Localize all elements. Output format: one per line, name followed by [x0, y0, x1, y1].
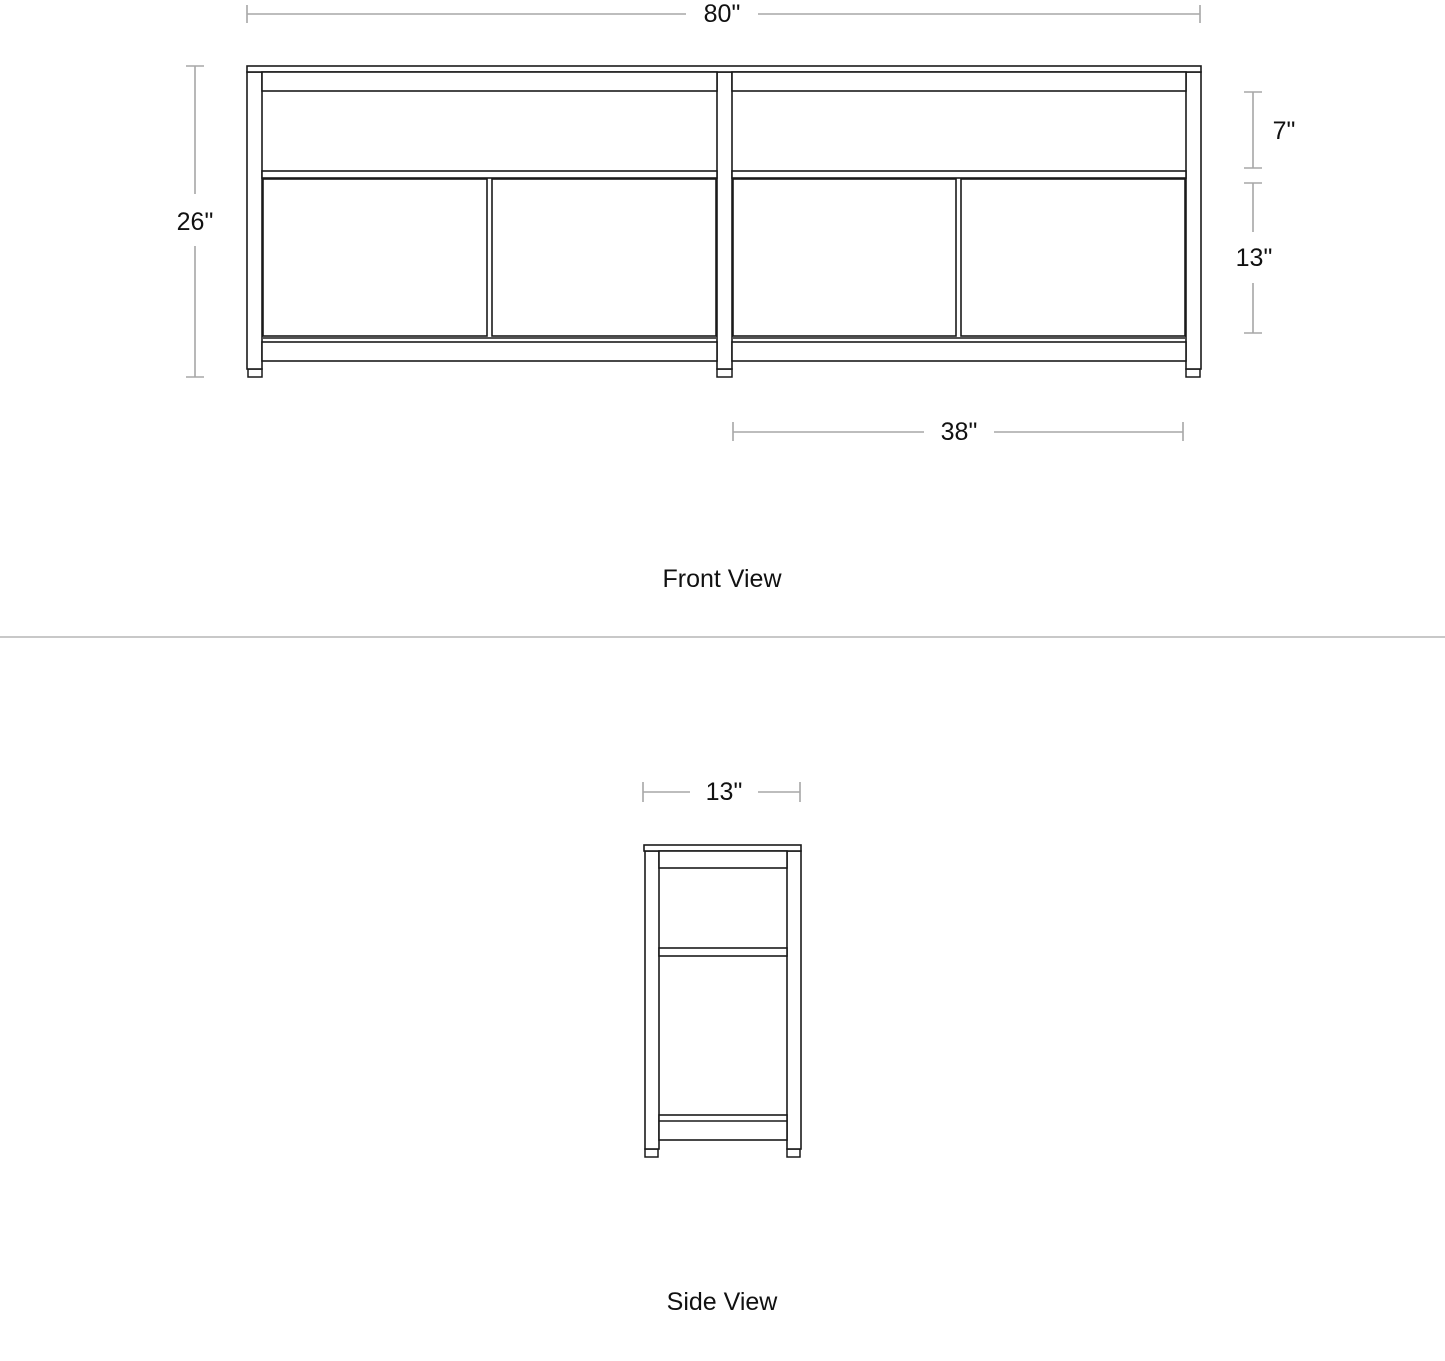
- dimension-overall-width: [247, 0, 1200, 28]
- depth-label: 13": [705, 778, 743, 806]
- front-upper-rail-right: [732, 72, 1186, 91]
- front-foot-left: [248, 369, 262, 377]
- lower-opening-height-label: 13": [1235, 244, 1273, 272]
- dimension-section-width: [733, 418, 1183, 446]
- front-door-3: [733, 179, 956, 336]
- front-post-center: [717, 72, 732, 369]
- front-foot-center: [717, 369, 732, 377]
- dimension-lower-opening-height: [1236, 183, 1273, 333]
- side-upper-rail: [659, 851, 787, 868]
- top-opening-height-label: 7": [1272, 117, 1296, 145]
- overall-height-label: 26": [176, 208, 214, 236]
- front-top-panel: [247, 66, 1201, 72]
- front-shelf-left: [262, 171, 717, 178]
- side-shelf: [659, 948, 787, 956]
- front-foot-right: [1186, 369, 1200, 377]
- side-bottom-rail: [659, 1115, 787, 1140]
- side-post-left: [645, 851, 659, 1149]
- front-door-4: [961, 179, 1185, 336]
- credenza-front-drawing: [247, 66, 1201, 377]
- front-door-1: [263, 179, 487, 336]
- front-upper-rail-left: [262, 72, 717, 91]
- front-post-right: [1186, 72, 1201, 369]
- side-foot-left: [645, 1149, 658, 1157]
- credenza-side-drawing: [644, 845, 801, 1157]
- overall-width-label: 80": [703, 0, 741, 28]
- front-view: [177, 0, 1296, 593]
- front-shelf-right: [732, 171, 1186, 178]
- section-width-label: 38": [940, 418, 978, 446]
- side-top-panel: [644, 845, 801, 851]
- side-view: [643, 778, 801, 1316]
- front-view-caption: Front View: [662, 565, 782, 593]
- side-foot-right: [787, 1149, 800, 1157]
- dimension-top-opening-height: [1244, 92, 1295, 168]
- front-bottom-rail-left: [262, 342, 717, 361]
- front-bottom-rail-right: [732, 342, 1186, 361]
- dimension-depth: [643, 778, 800, 806]
- side-post-right: [787, 851, 801, 1149]
- dimension-overall-height: [177, 66, 214, 377]
- front-door-2: [492, 179, 716, 336]
- side-view-caption: Side View: [666, 1288, 778, 1316]
- front-post-left: [247, 72, 262, 369]
